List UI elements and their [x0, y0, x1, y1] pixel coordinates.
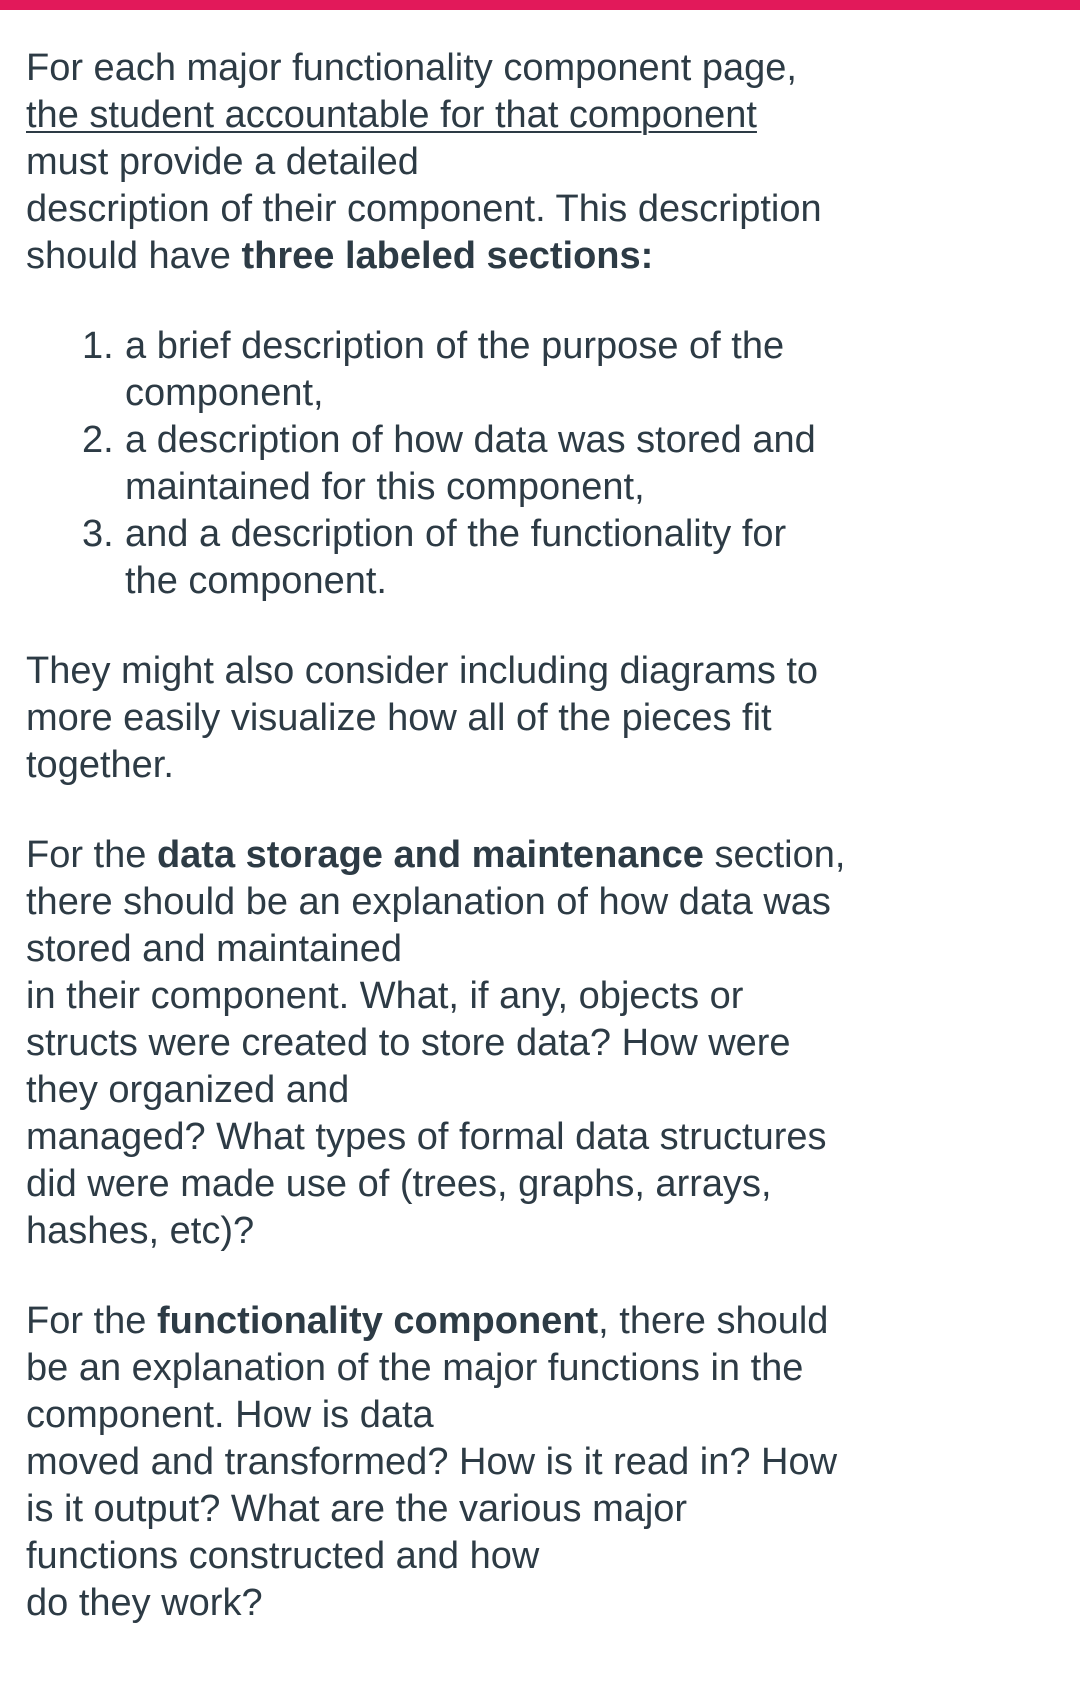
data-storage-line-7: managed? What types of formal data structures	[26, 1116, 827, 1158]
data-storage-paragraph	[26, 832, 906, 1255]
data-storage-line-2: there should be an explanation of how data was	[26, 881, 831, 923]
data-storage-prefix: For the	[26, 834, 157, 876]
list-item-number: 2.	[82, 419, 114, 461]
functionality-suffix: , there should	[598, 1300, 829, 1342]
intro-line-5-prefix: should have	[26, 235, 242, 277]
intro-line-3: must provide a detailed	[26, 141, 419, 183]
data-storage-line-3: stored and maintained	[26, 928, 403, 970]
data-storage-line-4: in their component. What, if any, objects or	[26, 975, 744, 1017]
spacer	[26, 605, 906, 648]
three-sections-emphasis: three labeled sections:	[241, 235, 654, 277]
functionality-line-6: functions constructed and how	[26, 1535, 540, 1577]
functionality-emphasis: functionality component	[156, 1300, 599, 1342]
functionality-line-2: be an explanation of the major functions in the	[26, 1347, 804, 1389]
diagrams-paragraph	[26, 648, 906, 789]
data-storage-emphasis: data storage and maintenance	[156, 834, 704, 876]
data-storage-line-5: structs were created to store data? How were	[26, 1022, 791, 1064]
functionality-prefix: For the	[26, 1300, 157, 1342]
functionality-line-5: is it output? What are the various major	[26, 1488, 688, 1530]
functionality-line-3: component. How is data	[26, 1394, 434, 1436]
functionality-line-4: moved and transformed? How is it read in? How	[26, 1441, 838, 1483]
functionality-line-7: do they work?	[26, 1582, 263, 1624]
data-storage-suffix: section,	[703, 834, 846, 876]
data-storage-line-9: hashes, etc)?	[26, 1210, 255, 1252]
list-item	[26, 323, 906, 417]
list-item-number: 3.	[82, 513, 114, 555]
list-item	[26, 417, 906, 511]
list-item-text: a brief description of the purpose of the	[125, 325, 785, 367]
intro-line-5	[26, 233, 906, 280]
spacer	[26, 789, 906, 832]
functionality-paragraph	[26, 1298, 906, 1627]
diagrams-line-1: They might also consider including diagrams to	[26, 650, 819, 692]
accent-top-bar	[0, 0, 1080, 10]
list-item-text-cont: component,	[125, 372, 324, 414]
intro-line-4: description of their component. This description	[26, 188, 822, 230]
data-storage-line-6: they organized and	[26, 1069, 350, 1111]
list-item-text: and a description of the functionality for	[125, 513, 787, 555]
data-storage-line-8: did were made use of (trees, graphs, arrays,	[26, 1163, 772, 1205]
list-item-text-cont: maintained for this component,	[125, 466, 645, 508]
diagrams-line-3: together.	[26, 744, 174, 786]
spacer	[26, 280, 906, 323]
list-item-text: a description of how data was stored and	[125, 419, 816, 461]
data-storage-line-1	[26, 832, 906, 879]
functionality-line-1	[26, 1298, 906, 1345]
diagrams-line-2: more easily visualize how all of the pieces fit	[26, 697, 772, 739]
intro-paragraph	[26, 45, 906, 280]
list-item-text-cont: the component.	[125, 560, 387, 602]
spacer	[26, 1255, 906, 1298]
list-item-number: 1.	[82, 325, 114, 367]
list-item	[26, 511, 906, 605]
intro-line-1: For each major functionality component page,	[26, 47, 797, 89]
sections-list	[26, 323, 906, 605]
accountable-student-link[interactable]: the student accountable for that component	[26, 94, 757, 136]
assignment-description	[26, 45, 906, 1627]
